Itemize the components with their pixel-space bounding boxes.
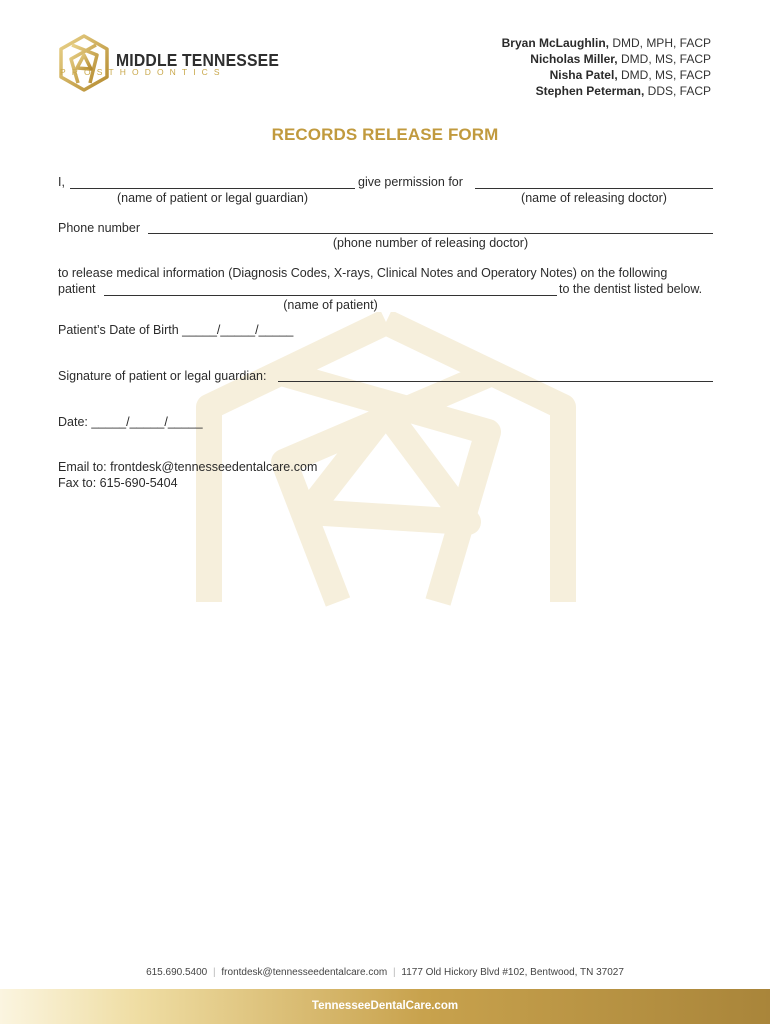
footer-bar <box>0 989 770 1024</box>
phone-number-field[interactable] <box>148 233 713 234</box>
doctor-name: Bryan McLaughlin, <box>501 36 609 50</box>
doctor-credentials: DDS, FACP <box>644 84 711 98</box>
doctor-entry <box>502 83 711 99</box>
footer-separator: | <box>393 967 396 978</box>
footer-address: 1177 Old Hickory Blvd #102, Bentwood, TN 37027 <box>401 967 624 978</box>
doctor-entry <box>502 35 711 51</box>
footer-website: TennesseeDentalCare.com <box>311 1000 459 1012</box>
i-prefix: I, <box>58 175 65 189</box>
doctor-credentials: DMD, MS, FACP <box>617 68 711 82</box>
phone-caption: (phone number of releasing doctor) <box>332 236 529 250</box>
doctor-credentials: DMD, MS, FACP <box>617 52 711 66</box>
patient-guardian-name-field[interactable] <box>70 188 355 189</box>
phone-label: Phone number <box>58 221 141 235</box>
doctor-name: Nisha Patel, <box>549 68 618 82</box>
patient-guardian-caption: (name of patient or legal guardian) <box>116 191 309 205</box>
doctor-entry <box>502 51 711 67</box>
releasing-doctor-caption: (name of releasing doctor) <box>521 191 667 205</box>
patient-label: patient <box>58 282 96 296</box>
releasing-doctor-name-field[interactable] <box>475 188 713 189</box>
fax-instruction: Fax to: 615-690-5404 <box>58 476 178 490</box>
footer-separator: | <box>213 967 216 978</box>
doctor-entry <box>502 67 711 83</box>
patient-name-field[interactable] <box>104 295 557 296</box>
signature-label: Signature of patient or legal guardian: <box>58 369 267 383</box>
form-title: RECORDS RELEASE FORM <box>271 125 499 144</box>
brand-subtitle: PROSTHODONTICS <box>60 67 226 77</box>
email-instruction: Email to: frontdesk@tennesseedentalcare.com <box>58 460 318 474</box>
footer-email: frontdesk@tennesseedentalcare.com <box>221 967 388 978</box>
doctor-name: Stephen Peterman, <box>535 84 645 98</box>
footer-contact <box>0 967 770 978</box>
signature-field[interactable] <box>278 381 713 382</box>
practice-logo <box>57 33 280 93</box>
doctor-credentials: DMD, MPH, FACP <box>608 36 711 50</box>
doctor-list <box>502 35 711 99</box>
footer-phone: 615.690.5400 <box>146 967 208 978</box>
date-field[interactable]: Date: _____/_____/_____ <box>58 415 203 429</box>
brand-name: MIDDLE TENNESSEE <box>116 50 280 70</box>
date-of-birth-field[interactable]: Patient’s Date of Birth _____/_____/_____ <box>58 323 294 337</box>
give-permission-text: give permission for <box>358 175 463 189</box>
hexagon-logo-icon <box>57 33 111 93</box>
release-text: to release medical information (Diagnosis Codes, X-rays, Clinical Notes and Operatory Notes) on the following <box>58 266 668 280</box>
patient-caption: (name of patient) <box>283 298 378 312</box>
to-dentist-text: to the dentist listed below. <box>559 282 703 296</box>
doctor-name: Nicholas Miller, <box>530 52 618 66</box>
